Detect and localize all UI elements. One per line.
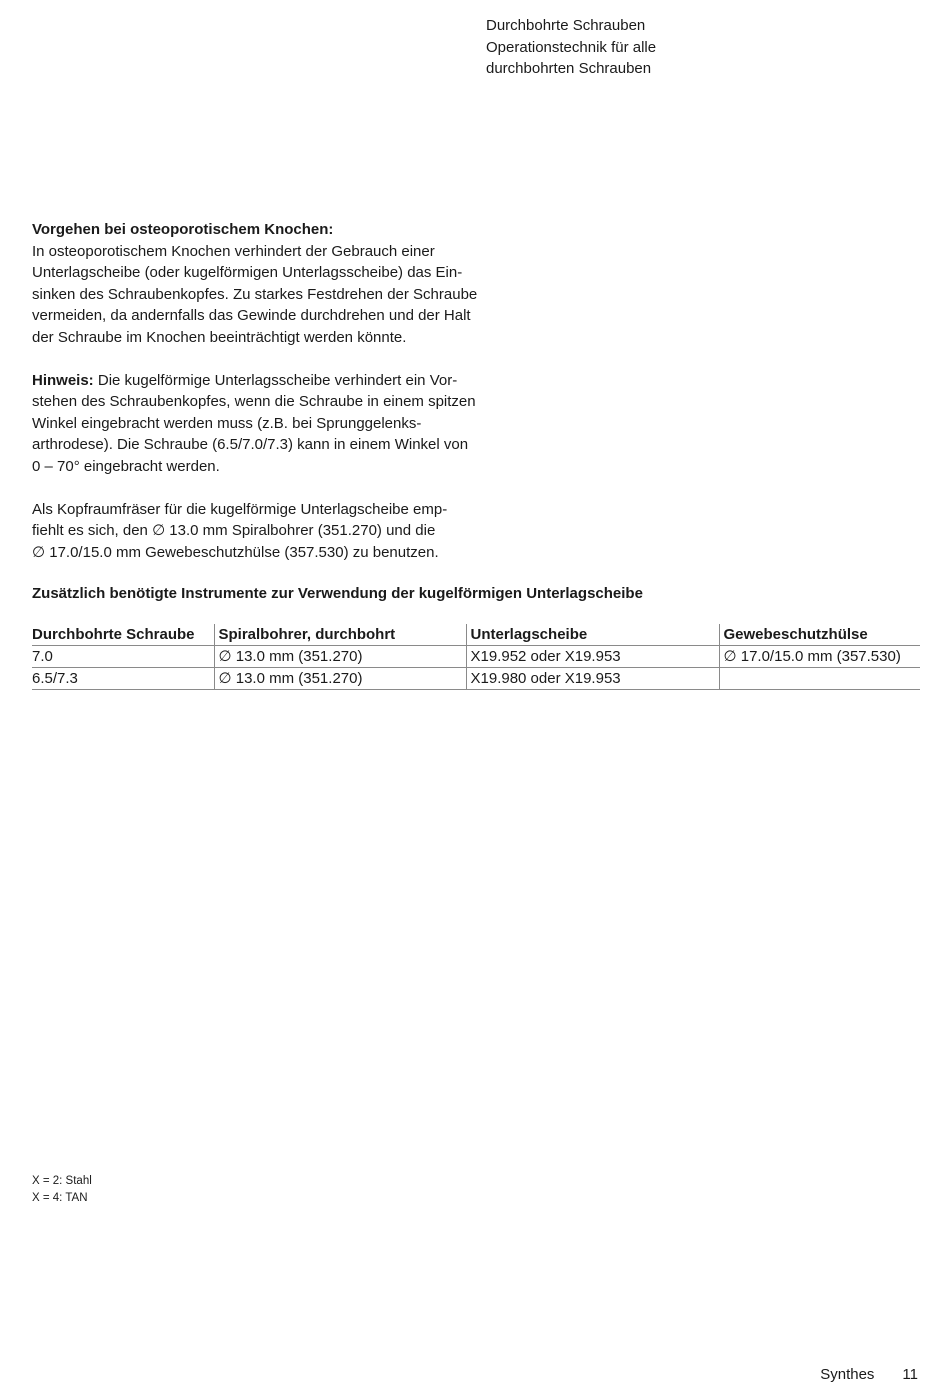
paragraph-line: Als Kopfraumfräser für die kugelförmige Unterlagscheibe emp- [32,500,448,518]
page-number: 11 [902,1366,918,1383]
column-header: Unterlagscheibe [466,624,719,646]
column-header: Spiralbohrer, durchbohrt [214,624,466,646]
table-cell [719,668,920,690]
table-cell: X19.980 oder X19.953 [466,668,719,690]
instrument-table [32,624,920,690]
paragraph-line: sinken des Schraubenkopfes. Zu starkes Festdrehen der Schraube [32,285,478,303]
paragraph-line: Unterlagscheibe (oder kugelförmigen Unterlagsscheibe) das Ein- [32,264,463,281]
osteo-heading: Vorgehen bei osteoporotischem Knochen: [32,221,334,238]
table-cell: X19.952 oder X19.953 [466,646,719,668]
table-row [32,646,920,668]
table-cell: 6.5/7.3 [32,668,214,690]
page-footer [820,1366,918,1383]
body-text [32,219,502,585]
header-line: durchbohrten Schrauben [486,60,652,77]
paragraph-line: fiehlt es sich, den ∅ 13.0 mm Spiralbohrer (351.270) und die [32,522,436,539]
paragraph-line: stehen des Schraubenkopfes, wenn die Schraube in einem spitzen [32,393,476,410]
footnotes [32,1173,92,1206]
paragraph-line: ∅ 17.0/15.0 mm Gewebeschutzhülse (357.530) zu benutzen. [32,543,439,561]
hinweis-first-line [32,370,502,392]
footnote: X = 4: TAN [32,1191,88,1204]
table-cell: ∅ 13.0 mm (351.270) [214,646,466,668]
paragraph-line: Die kugelförmige Unterlagsscheibe verhindert ein Vor- [93,371,458,389]
paragraph-line: Winkel eingebracht werden muss (z.B. bei Sprunggelenks- [32,414,422,432]
osteo-paragraph [32,219,502,348]
paragraph-line: der Schraube im Knochen beeinträchtigt werden könnte. [32,328,407,346]
hinweis-label: Hinweis: [32,371,94,389]
header-line: Operationstechnik für alle [486,38,657,56]
paragraph-line: 0 – 70° eingebracht werden. [32,457,220,475]
paragraph-line: In osteoporotischem Knochen verhindert der Gebrauch einer [32,242,435,260]
paragraph-line: vermeiden, da andernfalls das Gewinde durchdrehen und der Halt [32,307,471,324]
table-cell: ∅ 17.0/15.0 mm (357.530) [719,646,920,668]
table-cell: ∅ 13.0 mm (351.270) [214,668,466,690]
kopfraum-paragraph [32,499,502,564]
hinweis-paragraph [32,370,502,478]
footnote: X = 2: Stahl [32,1175,92,1187]
table-heading: Zusätzlich benötigte Instrumente zur Verwendung der kugelförmigen Unterlagscheibe [32,585,643,602]
table-header-row [32,624,920,646]
paragraph-line: arthrodese). Die Schraube (6.5/7.0/7.3) kann in einem Winkel von [32,436,469,453]
column-header: Durchbohrte Schraube [32,624,214,646]
header-line: Durchbohrte Schrauben [486,17,646,34]
table-cell: 7.0 [32,646,214,668]
brand-name: Synthes [820,1366,875,1383]
column-header: Gewebeschutzhülse [719,624,920,646]
document-header [486,15,926,80]
table-row [32,668,920,690]
